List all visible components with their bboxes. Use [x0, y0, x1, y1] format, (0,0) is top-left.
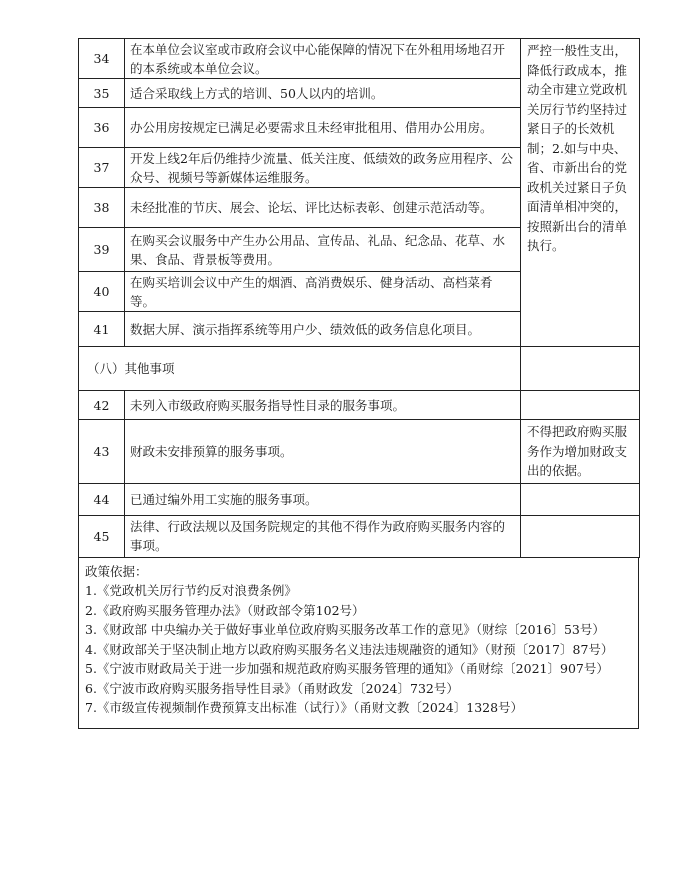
- row-number: 40: [79, 272, 125, 312]
- row-text: 在本单位会议室或市政府会议中心能保障的情况下在外租用场地召开的本系统或本单位会议。: [125, 39, 521, 79]
- row-text: 在购买培训会议中产生的烟酒、高消费娱乐、健身活动、高档菜肴等。: [125, 272, 521, 312]
- row-number: 41: [79, 312, 125, 347]
- row-number: 36: [79, 108, 125, 148]
- row-number: 39: [79, 228, 125, 272]
- row-text: 数据大屏、演示指挥系统等用户少、绩效低的政务信息化项目。: [125, 312, 521, 347]
- row-number: 42: [79, 391, 125, 420]
- empty-cell: [521, 347, 640, 391]
- policy-item: 5.《宁波市财政局关于进一步加强和规范政府购买服务管理的通知》（甬财综〔2021〕907号）: [85, 661, 609, 676]
- row-number: 38: [79, 188, 125, 228]
- empty-cell: [521, 515, 640, 557]
- policy-item: 4.《财政部关于坚决制止地方以政府购买服务名义违法违规融资的通知》（财预〔2017〕87号）: [85, 641, 614, 657]
- table-row: [79, 420, 640, 484]
- row-text: 未经批准的节庆、展会、论坛、评比达标表彰、创建示范活动等。: [125, 188, 521, 228]
- row-text: 未列入市级政府购买服务指导性目录的服务事项。: [125, 391, 521, 420]
- row-text: 已通过编外用工实施的服务事项。: [125, 483, 521, 515]
- section-row: [79, 347, 640, 391]
- row-number: 37: [79, 148, 125, 188]
- policy-item: 6.《宁波市政府购买服务指导性目录》（甬财政发〔2024〕732号）: [85, 680, 459, 696]
- row-text: 财政未安排预算的服务事项。: [125, 420, 521, 484]
- row-text: 在购买会议服务中产生办公用品、宣传品、礼品、纪念品、花草、水果、食品、背景板等费用。: [125, 228, 521, 272]
- empty-cell: [521, 483, 640, 515]
- row-number: 45: [79, 515, 125, 557]
- row-number: 35: [79, 79, 125, 108]
- policy-item: 7.《市级宣传视频制作费预算支出标准（试行）》（甬财文教〔2024〕1328号）: [85, 700, 524, 715]
- row-number: 34: [79, 39, 125, 79]
- policy-basis: [78, 558, 639, 729]
- row-text: 法律、行政法规以及国务院规定的其他不得作为政府购买服务内容的事项。: [125, 515, 521, 557]
- table-row: [79, 39, 640, 79]
- row-number: 43: [79, 420, 125, 484]
- side-note: 不得把政府购买服务作为增加财政支出的依据。: [521, 420, 640, 484]
- policy-item: 1.《党政机关厉行节约反对浪费条例》: [85, 583, 297, 598]
- document-page: [78, 38, 639, 729]
- section-title: （八）其他事项: [79, 347, 521, 391]
- table-row: [79, 391, 640, 420]
- policy-item: 3.《财政部 中央编办关于做好事业单位政府购买服务改革工作的意见》（财综〔2016〕53号）: [85, 622, 605, 637]
- table-row: [79, 483, 640, 515]
- row-text: 适合采取线上方式的培训、50人以内的培训。: [125, 79, 521, 108]
- side-note: 严控一般性支出，降低行政成本，推动全市建立党政机关厉行节约坚持过紧日子的长效机制；2.如与中央、省、市新出台的党政机关过紧日子负面清单相冲突的，按照新出台的清单执行。: [521, 39, 640, 347]
- row-number: 44: [79, 483, 125, 515]
- negative-list-table: [78, 38, 640, 558]
- row-text: 开发上线2年后仍维持少流量、低关注度、低绩效的政务应用程序、公众号、视频号等新媒体运维服务。: [125, 148, 521, 188]
- policy-basis-title: 政策依据：: [85, 563, 148, 579]
- row-text: 办公用房按规定已满足必要需求且未经审批租用、借用办公用房。: [125, 108, 521, 148]
- table-row: [79, 515, 640, 557]
- empty-cell: [521, 391, 640, 420]
- policy-item: 2.《政府购买服务管理办法》（财政部令第102号）: [85, 602, 365, 618]
